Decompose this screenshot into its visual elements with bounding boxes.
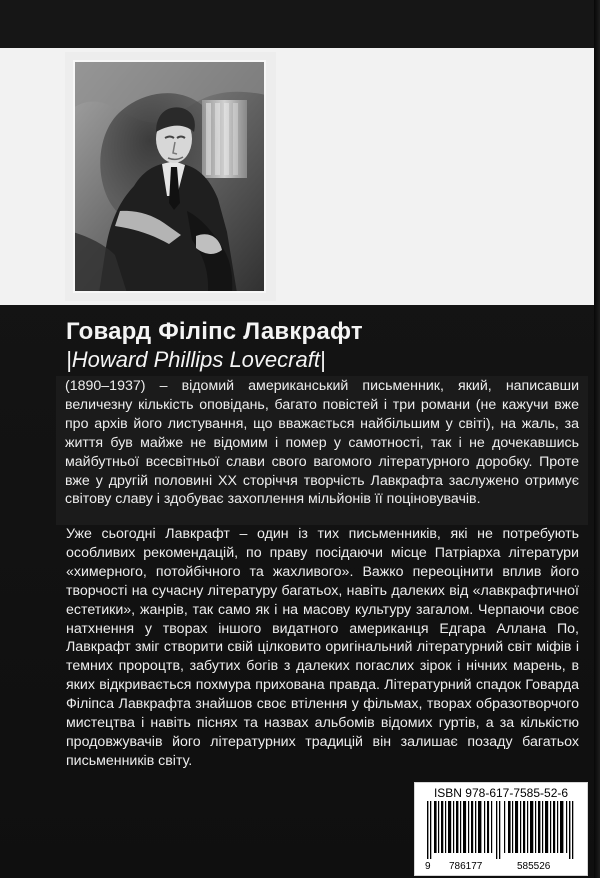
biography-text: (1890–1937) – відомий американський письменник, який, написавши величезну кількість оповідань, багато повістей і три романи (не кажучи вже про архів його листування, що вважається найбільшим у світі), на жаль, за життя був майже не відомим і помер у самотності, так і не дочекавшись майбутньої всесвітньої слави свого вагомого літературного доробку. Проте вже у другій половині XX сторіччя творчість Лавкрафта заслужено отримує світову славу і здобуває захоплення мільйонів її поціновувачів.	[65, 378, 579, 508]
portrait-photo-icon	[73, 60, 266, 293]
author-portrait	[73, 60, 266, 293]
cover-right-edge	[594, 0, 600, 878]
author-latin-name: |Howard Phillips Lovecraft|	[66, 347, 326, 372]
author-name: Говард Філіпс Лавкрафт	[66, 318, 363, 345]
book-description: Уже сьогодні Лавкрафт – один із тих письменників, які не потребують особливих рекомендацій, по праву посідаючи місце Патріарха літератури «химерного, потойбічного та жахливого». Важко переоцінити вплив його творчості на сучасну літературу багатьох, навіть далеких від «лавкрафтичної естетики», жанрів, так само як і на масову культуру загалом. Черпаючи своє натхнення у творах іншого видатного американця Едгара Аллана По, Лавкрафт зміг створити свій цілковито оригінальний літературний світ міфів і темних пророцтв, забутих богів з далеких погаслих зірок і нічних марень, в яких відкривається похмура прихована правда. Літературний спадок Говарда Філіпса Лавкрафта знайшов своє втілення у фільмах, творах образотворчого мистецтва і навіть піснях та назвах альбомів відомих гуртів, а за кількістю продовжувачів його літературних традицій він залишає позаду багатьох письменників світу.	[66, 526, 579, 769]
biography-box	[56, 376, 588, 525]
barcode-number	[415, 861, 587, 873]
isbn-barcode-box	[414, 782, 588, 876]
barcode	[426, 801, 578, 861]
barcode-prefix: 9	[425, 861, 431, 872]
barcode-icon	[426, 801, 578, 861]
barcode-left-group: 786177	[449, 861, 483, 872]
barcode-right-group: 585526	[517, 861, 551, 872]
isbn-label: ISBN 978-617-7585-52-6	[433, 786, 569, 800]
